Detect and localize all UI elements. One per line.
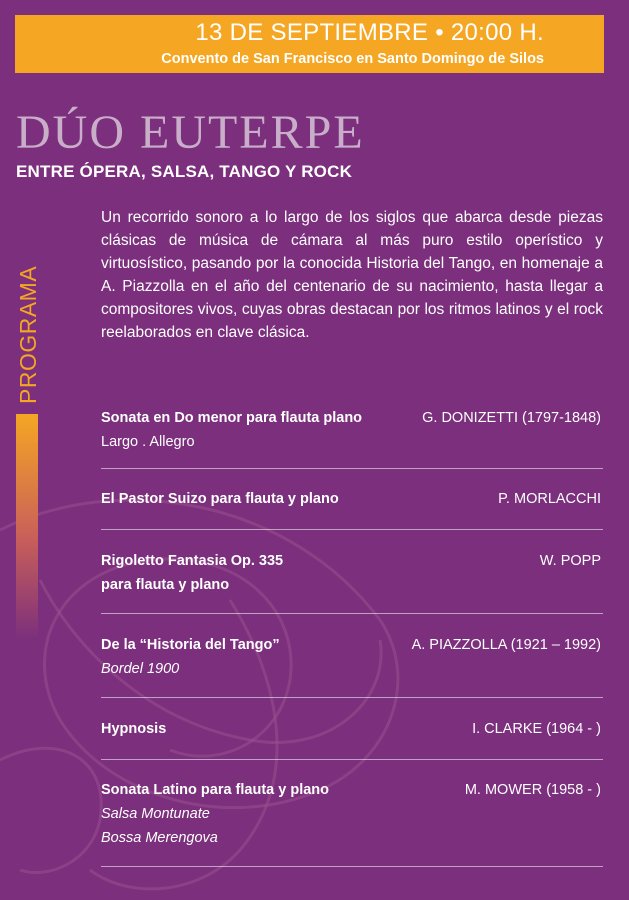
program-item (101, 400, 603, 469)
event-venue: Convento de San Francisco en Santo Domingo de Silos (161, 51, 544, 67)
section-bar (16, 414, 38, 640)
composer: G. DONIZETTI (1797-1848) (422, 410, 601, 426)
piece-title: Sonata Latino para flauta y plano (101, 782, 330, 798)
program-item (101, 614, 603, 698)
composer: W. POPP (539, 553, 601, 569)
ensemble-title: DÚO EUTERPE (16, 106, 365, 159)
program-item (101, 760, 603, 867)
piece-title: El Pastor Suizo para flauta y plano (101, 491, 339, 507)
concert-subtitle: ENTRE ÓPERA, SALSA, TANGO Y ROCK (16, 162, 353, 181)
composer: I. CLARKE (1964 - ) (472, 721, 601, 737)
piece-title: Sonata en Do menor para flauta plano (101, 410, 363, 426)
piece-title: Rigoletto Fantasia Op. 335 para flauta y plano (101, 553, 284, 593)
movement: Bordel 1900 (101, 661, 180, 677)
program-item (101, 469, 603, 530)
event-date-time: 13 DE SEPTIEMBRE • 20:00 H. (195, 19, 544, 46)
piece-title: Hypnosis (101, 721, 167, 737)
concert-description: Un recorrido sonoro a lo largo de los siglos que abarca desde piezas clásicas de música de cámara al más puro estilo operístico y virtuosístico, pasando por la conocida Historia del Tango, en homenaje a A. Piazzolla en el año del centenario de su nacimiento, hasta llegar a compositores vivos, cuyas obras destacan por los ritmos latinos y el rock reelaborados en clave clásica. (101, 209, 603, 341)
movement: Salsa Montunate (101, 806, 210, 822)
program-list (101, 400, 603, 867)
composer: P. MORLACCHI (498, 491, 601, 507)
movement: Bossa Merengova (101, 830, 218, 846)
date-banner (15, 15, 604, 73)
piece-title: De la “Historia del Tango” (101, 637, 280, 653)
program-item (101, 698, 603, 760)
composer: M. MOWER (1958 - ) (464, 782, 601, 798)
section-label: PROGRAMA (15, 265, 41, 404)
program-item (101, 530, 603, 614)
composer: A. PIAZZOLLA (1921 – 1992) (411, 637, 601, 653)
movement: Largo . Allegro (101, 434, 195, 450)
